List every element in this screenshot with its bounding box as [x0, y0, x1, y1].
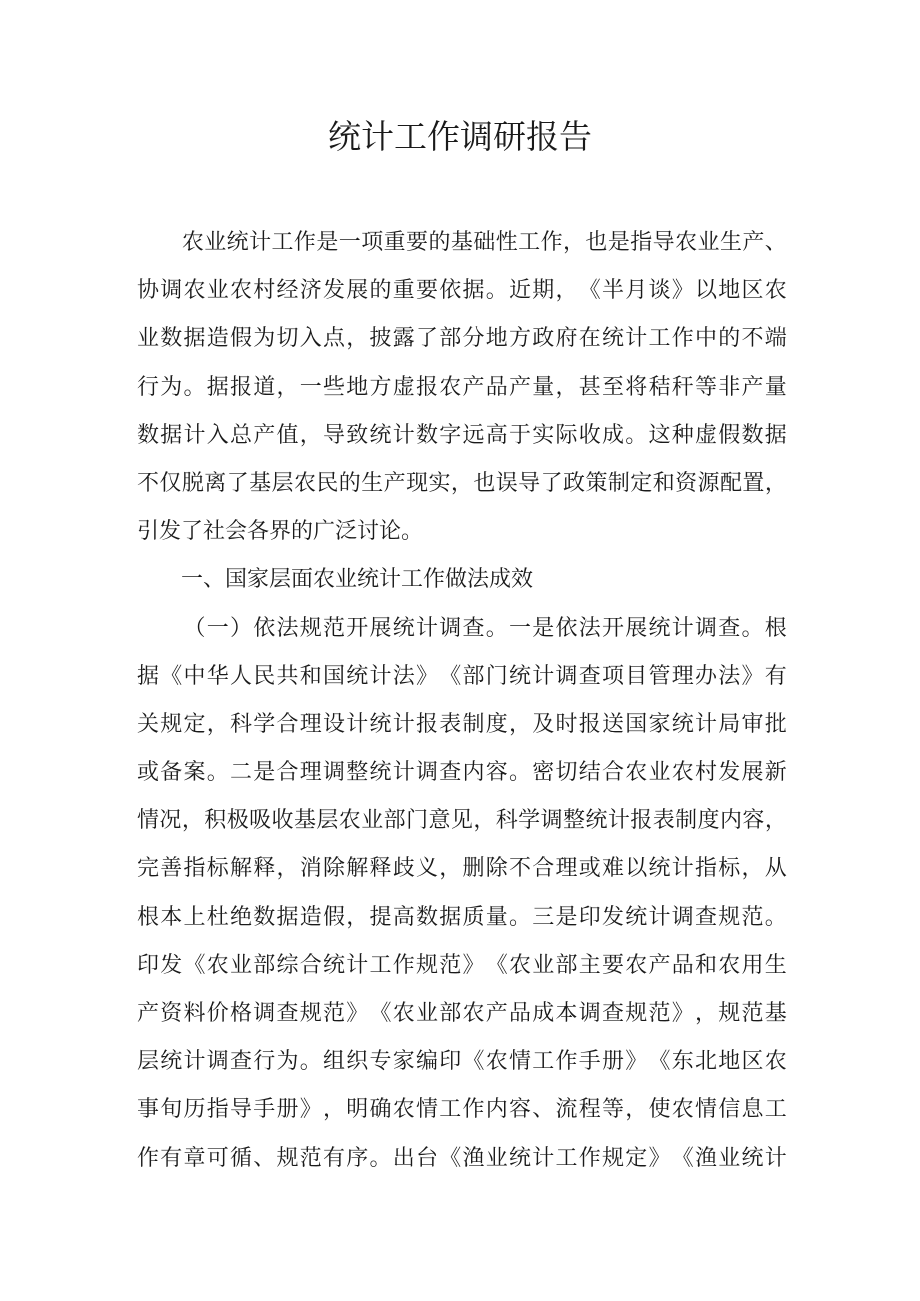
- paragraph-line: 行 为 。 据 报 道 ， 一 些 地 方 虚 报 农 产 品 产 量 ， 甚 至 将 秸 秆 等 非 产 量: [137, 374, 787, 400]
- paragraph-line: 或 备 案 。 二 是 合 理 调 整 统 计 调 查 内 容 。 密 切 结 合 农 业 农 村 发 展 新: [137, 760, 787, 786]
- paragraph-line: 据 《 中 华 人 民 共 和 国 统 计 法 》 《 部 门 统 计 调 查 项 目 管 理 办 法 》 有: [137, 663, 787, 689]
- paragraph-line: 完 善 指 标 解 释 ， 消 除 解 释 歧 义 ， 删 除 不 合 理 或 难 以 统 计 指 标 ， 从: [137, 856, 787, 882]
- paragraph-line: 数 据 计 入 总 产 值 ， 导 致 统 计 数 字 远 高 于 实 际 收 成 。 这 种 虚 假 数 据: [137, 422, 787, 448]
- paragraph-line: 情 况 ， 积 极 吸 收 基 层 农 业 部 门 意 见 ， 科 学 调 整 统 计 报 表 制 度 内 容 ，: [137, 808, 787, 834]
- paragraph-line: 产 资 料 价 格 调 查 规 范 》 《 农 业 部 农 产 品 成 本 调 查 规 范 》 ， 规 范 基: [137, 1001, 787, 1026]
- paragraph-line: 根 本 上 杜 绝 数 据 造 假 ， 提 高 数 据 质 量 。 三 是 印 发 统 计 调 查 规 范 。: [137, 904, 787, 930]
- document-body: [137, 219, 787, 1183]
- paragraph-line: 不 仅 脱 离 了 基 层 农 民 的 生 产 现 实 ， 也 误 导 了 政 策 制 定 和 资 源 配 置 ，: [137, 470, 787, 496]
- paragraph-line: 印 发 《 农 业 部 综 合 统 计 工 作 规 范 》 《 农 业 部 主 要 农 产 品 和 农 用 生: [137, 952, 787, 978]
- paragraph-line: 协 调 农 业 农 村 经 济 发 展 的 重 要 依 据 。 近 期 ， 《 半 月 谈 》 以 地 区 农: [137, 278, 787, 304]
- document-title: 统计工作调研报告: [328, 117, 592, 156]
- paragraph-line: （ 一 ） 依 法 规 范 开 展 统 计 调 查 。 一 是 依 法 开 展 统 计 调 查 。 根: [183, 615, 787, 641]
- paragraph-line: 农 业 统 计 工 作 是 一 项 重 要 的 基 础 性 工 作 ， 也 是 指 导 农 业 生 产 、: [181, 230, 787, 255]
- paragraph-line: 业 数 据 造 假 为 切 入 点 ， 披 露 了 部 分 地 方 政 府 在 统 计 工 作 中 的 不 端: [137, 326, 787, 352]
- paragraph-line: 作 有 章 可 循 、 规 范 有 序 。 出 台 《 渔 业 统 计 工 作 规 定 》 《 渔 业 统 计: [137, 1145, 787, 1171]
- section-heading-line: 一、国家层面农业统计工作做法成效: [137, 567, 534, 593]
- paragraph-line: 事 旬 历 指 导 手 册 》 ， 明 确 农 情 工 作 内 容 、 流 程 等 ， 使 农 情 信 息 工: [137, 1097, 787, 1123]
- paragraph-line: 层 统 计 调 查 行 为 。 组 织 专 家 编 印 《 农 情 工 作 手 册 》 《 东 北 地 区 农: [137, 1049, 787, 1075]
- paragraph-line: 关 规 定 ， 科 学 合 理 设 计 统 计 报 表 制 度 ， 及 时 报 送 国 家 统 计 局 审 批: [137, 711, 787, 737]
- paragraph-line: 引发了社会各界的广泛讨论。: [137, 519, 424, 545]
